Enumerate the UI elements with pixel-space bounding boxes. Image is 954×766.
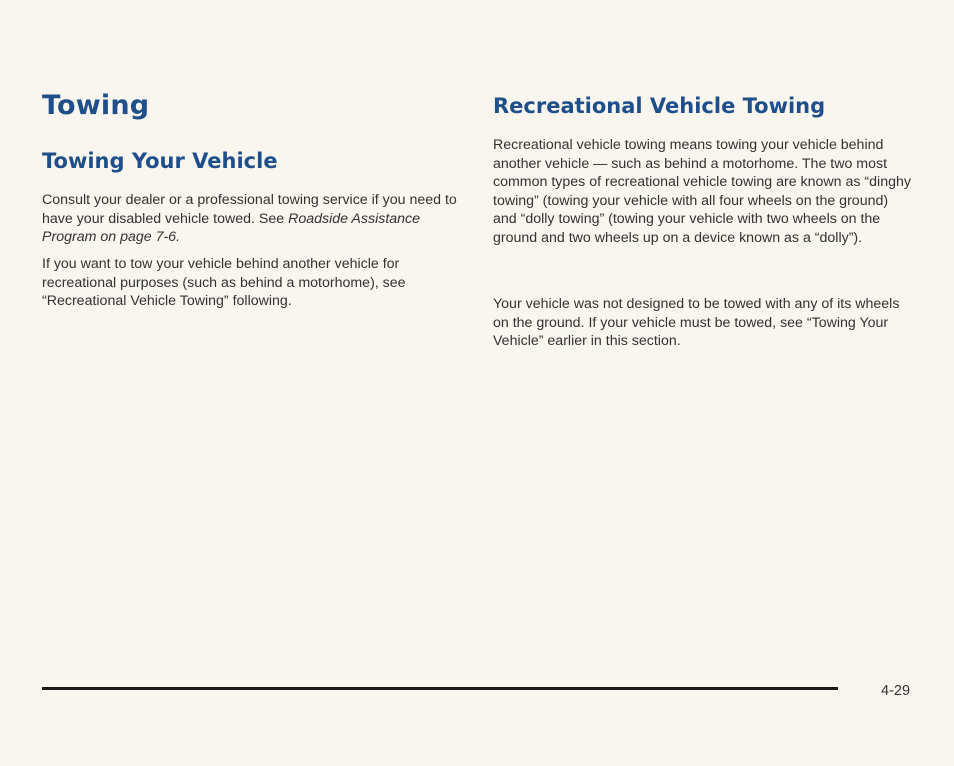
recreational-towing-definition-paragraph: Recreational vehicle towing means towing your vehicle behind another vehicle — such as behind a motorhome. The two most common types of recreational vehicle towing are known as “dinghy towing” (towing your vehicle with all four wheels on the ground) and “dolly towing” (towing your vehicle with two wheels on the ground and two wheels up on a device known as a “dolly”). [493, 137, 911, 246]
towing-your-vehicle-heading: Towing Your Vehicle [42, 149, 278, 173]
recreational-vehicle-towing-heading: Recreational Vehicle Towing [493, 94, 826, 118]
page-title: Towing [42, 90, 150, 121]
consult-dealer-text: Consult your dealer or a professional towing service if you need to have your disabled vehicle towed. See [42, 192, 457, 227]
not-designed-warning-paragraph: Your vehicle was not designed to be towed with any of its wheels on the ground. If your vehicle must be towed, see “Towing Your Vehicle” earlier in this section. [493, 296, 900, 350]
consult-dealer-paragraph [42, 191, 457, 247]
tow-behind-vehicle-paragraph: If you want to tow your vehicle behind another vehicle for recreational purposes (such as behind a motorhome), see “Recreational Vehicle Towing” following. [42, 256, 406, 310]
page-number: 4-29 [881, 683, 911, 699]
roadside-assistance-reference: Roadside Assistance Program on page 7-6. [42, 210, 421, 246]
footer-rule [42, 687, 838, 690]
